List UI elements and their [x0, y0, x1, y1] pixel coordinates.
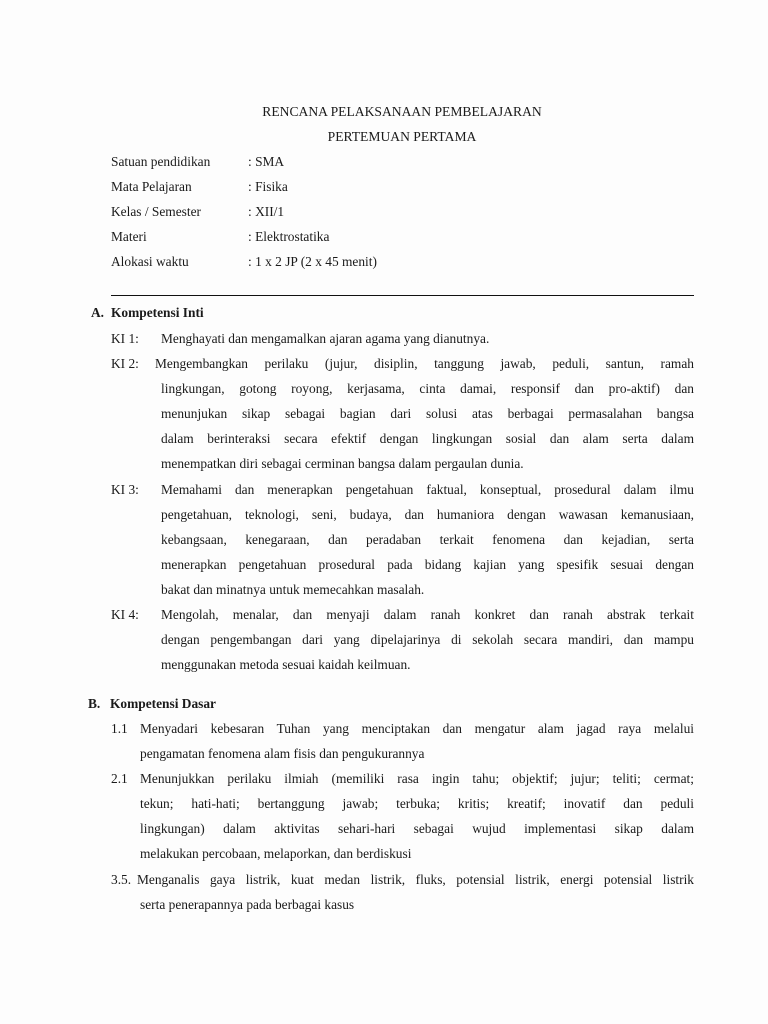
meta-label: Materi: [111, 229, 147, 244]
ki-text-line: Memahami dan menerapkan pengetahuan faktual, konseptual, prosedural dalam ilmu: [161, 482, 694, 497]
ki-text-line: lingkungan, gotong royong, kerjasama, cinta damai, responsif dan pro-aktif) dan: [161, 381, 694, 396]
meta-value: : XII/1: [248, 204, 285, 219]
meta-label: Kelas / Semester: [111, 204, 201, 219]
kd-text-line: melakukan percobaan, melaporkan, dan berdiskusi: [140, 846, 412, 861]
document-title: RENCANA PELAKSANAAN PEMBELAJARAN: [262, 104, 542, 119]
meta-value: : Fisika: [248, 179, 288, 194]
ki-number: KI 4:: [111, 607, 139, 622]
meta-value: : Elektrostatika: [248, 229, 330, 244]
ki-text-line: Mengolah, menalar, dan menyaji dalam ranah konkret dan ranah abstrak terkait: [161, 607, 694, 622]
kd-number: 2.1: [111, 771, 128, 786]
section-title: Kompetensi Dasar: [110, 696, 217, 711]
kd-text-line: pengamatan fenomena alam fisis dan pengukurannya: [140, 746, 425, 761]
meta-label: Mata Pelajaran: [111, 179, 192, 194]
kd-text-line: Menunjukkan perilaku ilmiah (memiliki rasa ingin tahu; objektif; jujur; teliti; cermat;: [140, 771, 694, 786]
header-divider: [111, 295, 694, 296]
section-title: Kompetensi Inti: [111, 305, 204, 320]
ki-text-line: dengan pengembangan dari yang dipelajarinya di sekolah secara mandiri, dan mampu: [161, 632, 694, 647]
meta-label: Alokasi waktu: [111, 254, 189, 269]
ki-text-line: dalam berinteraksi secara efektif dengan lingkungan sosial dan alam serta dalam: [161, 431, 694, 446]
section-letter: A.: [91, 305, 105, 320]
ki-text-line: Menghayati dan mengamalkan ajaran agama yang dianutnya.: [161, 331, 490, 346]
ki-text-line: Mengembangkan perilaku (jujur, disiplin, tanggung jawab, peduli, santun, ramah: [155, 356, 694, 371]
kd-text-line: tekun; hati-hati; bertanggung jawab; terbuka; kritis; kreatif; inovatif dan peduli: [140, 796, 694, 811]
ki-text-line: menunjukan sikap sebagai bagian dari solusi atas berbagai permasalahan bangsa: [161, 406, 694, 421]
kd-text-line: Menyadari kebesaran Tuhan yang menciptakan dan mengatur alam jagad raya melalui: [140, 721, 694, 736]
ki-text-line: menggunakan metoda sesuai kaidah keilmuan.: [161, 657, 411, 672]
kd-text-line: lingkungan) dalam aktivitas sehari-hari sebagai wujud implementasi sikap dalam: [140, 821, 694, 836]
document-subtitle: PERTEMUAN PERTAMA: [327, 129, 477, 144]
ki-text-line: pengetahuan, teknologi, seni, budaya, dan humaniora dengan wawasan kemanusiaan,: [161, 507, 694, 522]
ki-text-line: bakat dan minatnya untuk memecahkan masalah.: [161, 582, 425, 597]
kd-text-line: serta penerapannya pada berbagai kasus: [140, 897, 355, 912]
ki-text-line: menempatkan diri sebagai cerminan bangsa dalam pergaulan dunia.: [161, 456, 524, 471]
ki-number: KI 1:: [111, 331, 139, 346]
ki-text-line: kebangsaan, kenegaraan, dan peradaban terkait fenomena dan kejadian, serta: [161, 532, 694, 547]
meta-value: : 1 x 2 JP (2 x 45 menit): [248, 254, 377, 269]
meta-label: Satuan pendidikan: [111, 154, 211, 169]
kd-text-line: Menganalis gaya listrik, kuat medan listrik, fluks, potensial listrik, energi potensial listrik: [137, 872, 694, 887]
ki-text-line: menerapkan pengetahuan prosedural pada bidang kajian yang spesifik sesuai dengan: [161, 557, 694, 572]
ki-number: KI 2:: [111, 356, 139, 371]
ki-number: KI 3:: [111, 482, 139, 497]
section-letter: B.: [88, 696, 101, 711]
meta-value: : SMA: [248, 154, 285, 169]
kd-number: 3.5.: [111, 872, 132, 887]
kd-number: 1.1: [111, 721, 128, 736]
